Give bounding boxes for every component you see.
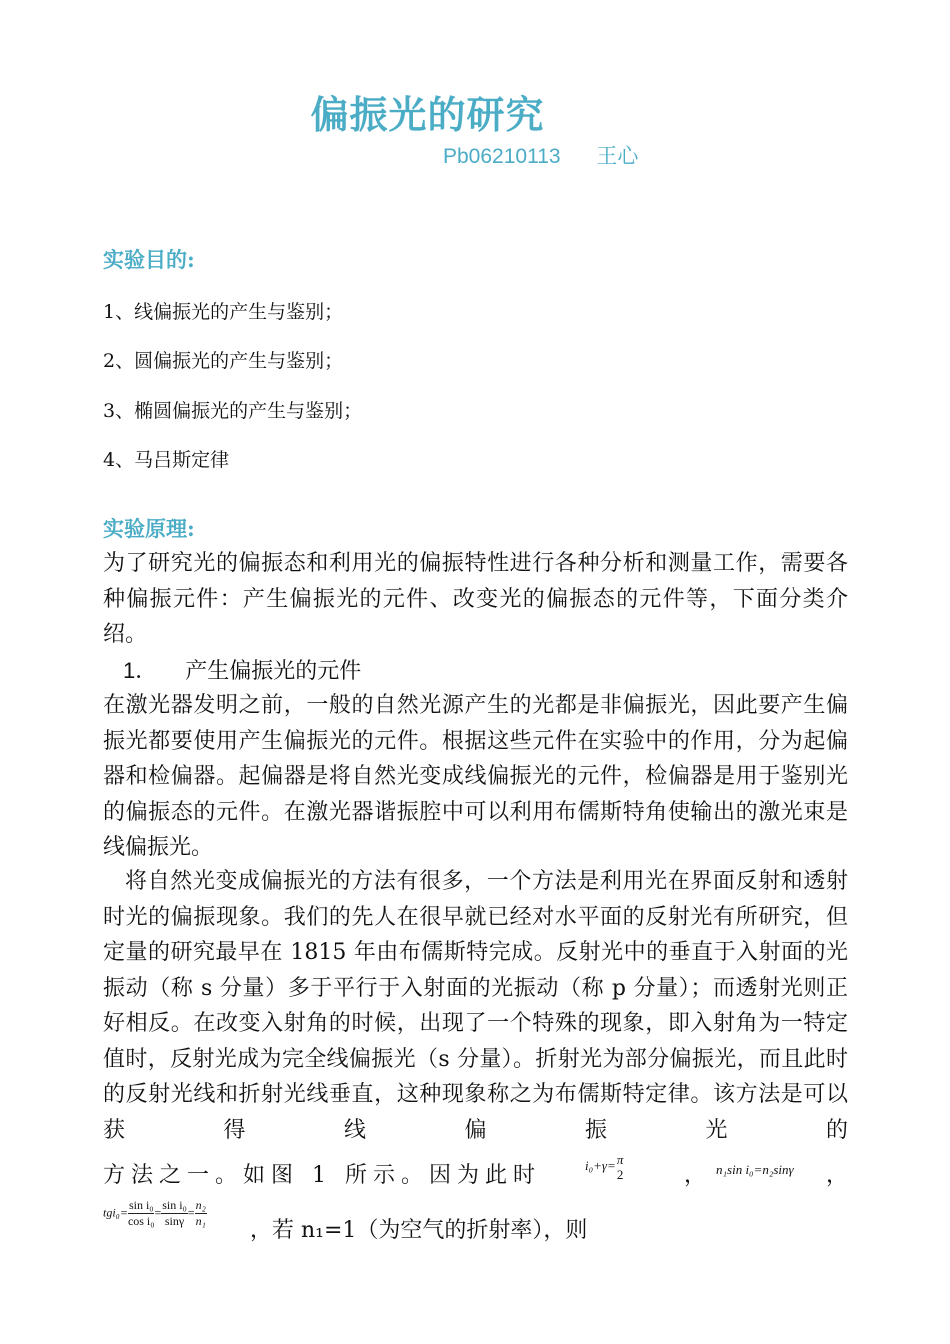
equation-comma-2: ， [826,1163,849,1188]
equation-3-eq2: = [187,1205,195,1220]
paragraph-2: 将自然光变成偏振光的方法有很多，一个方法是利用光在界面反射和透射时光的偏振现象。我们的先人在很早就已经对水平面的反射光有所研究，但定量的研究最早在 1815 年由布儒斯特完成。反射光中的垂直于入射面的光振动（称 s 分量）多于平行于入射面的光振动（称 p 分量）；而透射光则正好相反。在改变入射角的时候，出现了一个特殊的现象，即入射角为一特定值时，反射光成为完全线偏振光（s 分量）。折射光为部分偏振光，而且此时的反射光线和折射光线垂直，这种现象称之为布儒斯特定律。该方法是可以获得线偏振光的 [103,869,848,1143]
paragraph-1-text: 在激光器发明之前，一般的自然光源产生的光都是非偏振光，因此要产生偏振光都要使用产生偏振光的元件。根据这些元件在实验中的作用，分为起偏器和检偏器。起偏器是将自然光变成线偏振光的元件，检偏器是用于鉴别光的偏振态的元件。在激光器谐振腔中可以利用布 [103,693,848,825]
equation-3-f3-num: n₂ [195,1198,206,1212]
author-name: 王心 [596,145,639,168]
paragraph-1-last: 儒斯特角使输出的激光束是线偏振光。 [103,799,848,860]
paragraph-1 [103,688,848,866]
author-line [443,140,638,170]
equation-3 [103,1198,207,1229]
equation-3-f2-num: sin i₀ [162,1198,187,1212]
subsection-1-title: 产生偏振光的元件 [185,659,362,684]
equation-comma-1: ， [684,1163,707,1188]
student-id: Pb06210113 [443,145,561,168]
equation-2 [716,1162,794,1178]
goal-heading: 实验目的: [103,247,195,272]
equation-1-fraction [616,1152,625,1182]
principle-intro-text: 为了研究光的偏振态和利用光的偏振特性进行各种分析和测量工作，需要各种偏振元件：产生偏振光的元件、改变光的偏振态的元件等， [103,551,848,612]
equation-1 [585,1152,624,1182]
equation-3-f2-den: sinγ [164,1214,185,1228]
equation-3-prefix: tgi₀= [103,1205,128,1220]
goal-item-3: 3、椭圆偏振光的产生与鉴别； [103,400,363,422]
equation-1-den: 2 [616,1167,624,1182]
goal-item-4: 4、马吕斯定律 [103,449,230,471]
principle-heading: 实验原理: [103,516,195,541]
equation-tail: ，若 n₁=1（为空气的折射率），则 [250,1218,588,1243]
equation-3-fraction-1 [128,1198,155,1229]
document-title: 偏振光的研究 [310,92,545,137]
principle-intro [103,546,848,653]
subsection-1 [123,654,361,685]
equation-3-f1-den: cos i₀ [127,1214,155,1228]
equation-1-lhs: i₀+γ= [585,1157,616,1173]
equation-3-fraction-2 [161,1198,188,1229]
equation-2-text: n₁sin i₀=n₂sinγ [716,1162,794,1177]
equation-3-fraction-3 [195,1198,207,1229]
equation-3-f1-num: sin i₀ [128,1198,154,1212]
goal-item-1: 1、线偏振光的产生与鉴别； [103,301,344,323]
equation-3-f3-den: n₁ [195,1214,206,1228]
equation-1-num: π [616,1152,624,1167]
subsection-1-number: 1． [123,658,158,683]
principle-intro-last: 下面分类介绍。 [103,586,848,647]
equation-line-text: 方法之一。如图 1 所示。因为此时 [103,1163,541,1188]
equation-3-eq: = [154,1205,162,1220]
goal-item-2: 2、圆偏振光的产生与鉴别； [103,350,344,372]
